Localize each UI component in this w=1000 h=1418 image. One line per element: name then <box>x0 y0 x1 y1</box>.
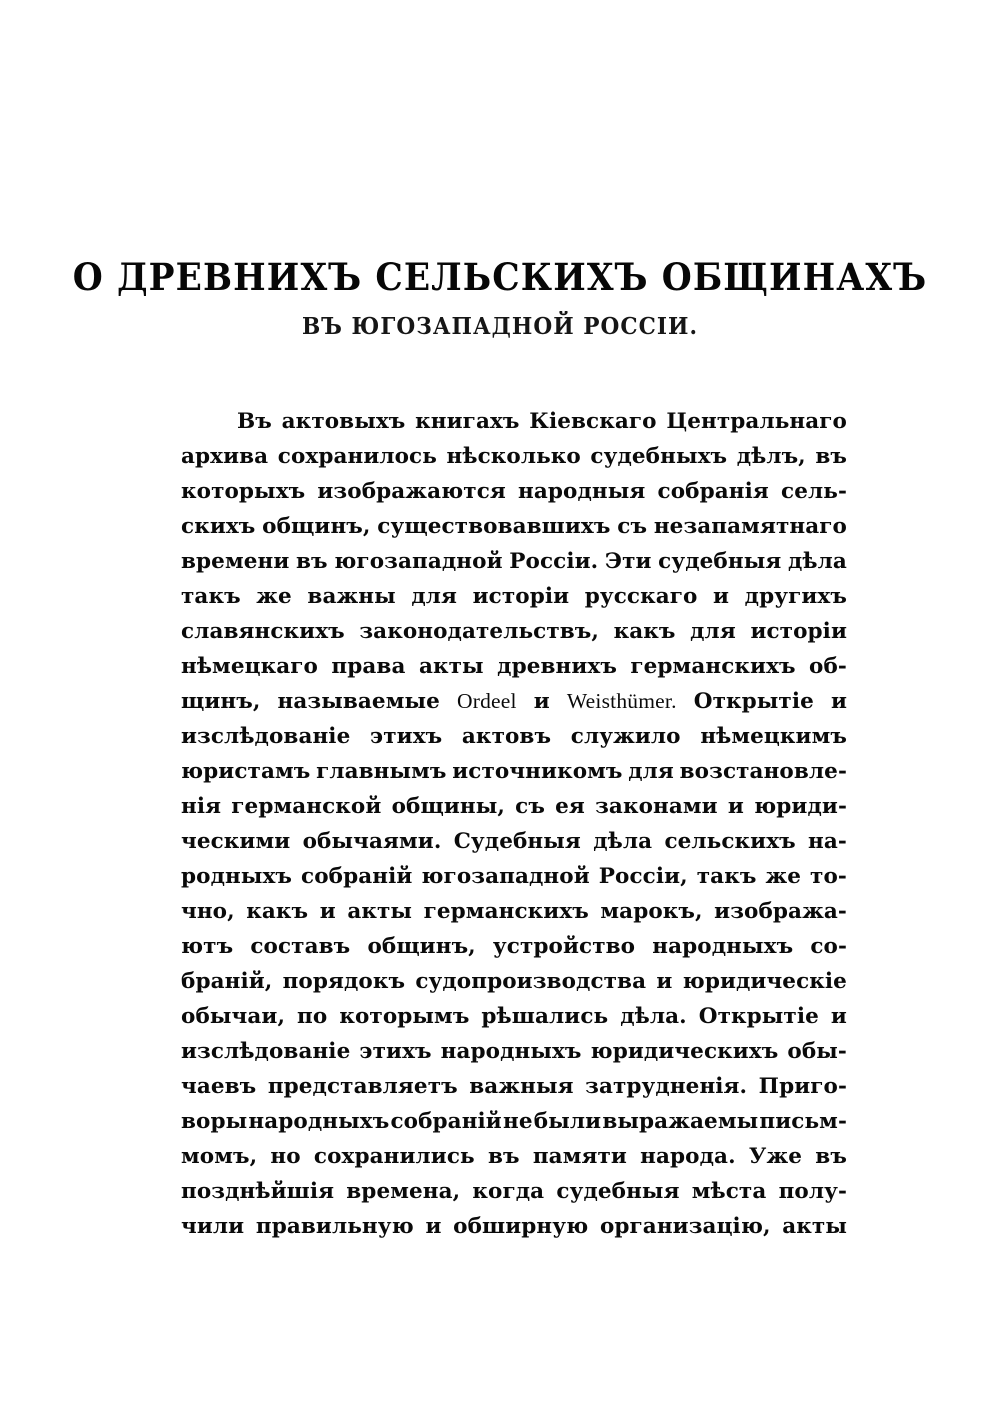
body-word: древнихъ <box>497 654 617 679</box>
body-word: дѣлъ, <box>736 444 806 469</box>
body-word: важныя <box>469 1074 574 1099</box>
body-word: и <box>425 1214 442 1239</box>
body-word: Приго- <box>758 1074 847 1099</box>
body-word: и <box>713 584 730 609</box>
body-word: сохранились <box>313 1144 475 1169</box>
body-word: общинъ, <box>262 514 371 539</box>
body-line <box>181 684 847 719</box>
body-word: дѣла. <box>620 1004 687 1029</box>
body-word: представляетъ <box>267 1074 458 1099</box>
body-word: такъ <box>181 584 241 609</box>
body-word: письм- <box>759 1109 847 1134</box>
body-word: германскихъ <box>423 899 589 924</box>
body-word: этихъ <box>370 724 443 749</box>
body-word: служило <box>570 724 681 749</box>
body-word: акты <box>782 1214 847 1239</box>
body-word: времена, <box>346 1179 461 1204</box>
body-word: источникомъ <box>452 759 623 784</box>
body-word: этихъ <box>359 1039 432 1064</box>
body-word: составъ <box>250 934 351 959</box>
body-word: же <box>256 584 292 609</box>
body-word: русскаго <box>584 584 698 609</box>
body-word: организацію, <box>599 1214 771 1239</box>
body-word: какъ <box>613 619 676 644</box>
body-word: дѣла <box>593 829 653 854</box>
body-line <box>181 509 847 544</box>
body-word: въ <box>815 444 847 469</box>
body-word: Открытіе <box>698 1004 819 1029</box>
body-word: то- <box>810 864 847 889</box>
body-word: книгахъ <box>415 409 520 434</box>
title-block <box>0 255 1000 340</box>
body-word: полу- <box>778 1179 847 1204</box>
body-word: славянскихъ <box>181 619 345 644</box>
body-word: въ <box>487 1144 520 1169</box>
body-line <box>181 1174 847 1209</box>
body-word: марокъ, <box>600 899 703 924</box>
body-word: сохранилось <box>277 444 437 469</box>
body-word: были <box>533 1109 602 1134</box>
body-word: Ordeel <box>457 689 517 713</box>
body-word: и <box>830 689 847 714</box>
body-line <box>181 929 847 964</box>
body-word: изслѣдованіе <box>181 724 351 749</box>
body-word: незапамятнаго <box>653 514 847 539</box>
body-word: Кіевскаго <box>529 409 657 434</box>
body-word: главнымъ <box>316 759 447 784</box>
body-word: для <box>411 584 458 609</box>
body-word: позднѣйшія <box>181 1179 335 1204</box>
body-word: выражаемы <box>602 1109 759 1134</box>
body-word: съ <box>617 514 648 539</box>
body-word: законодательствъ, <box>359 619 599 644</box>
body-word: нѣсколько <box>446 444 581 469</box>
body-word: называемые <box>277 689 440 714</box>
body-word: исторіи <box>750 619 847 644</box>
body-word: чно, <box>181 899 235 924</box>
body-word: ютъ <box>181 934 234 959</box>
body-word: Центральнаго <box>666 409 847 434</box>
body-word: обычаями. <box>302 829 442 854</box>
body-line <box>181 719 847 754</box>
body-word: чаевъ <box>181 1074 257 1099</box>
body-word: обширную <box>453 1214 589 1239</box>
body-word: народныя <box>518 479 646 504</box>
body-line <box>181 649 847 684</box>
body-word: которымъ <box>339 1004 470 1029</box>
body-word: народа. <box>640 1144 736 1169</box>
page-subtitle: ВЪ ЮГОЗАПАДНОЙ РОССІИ. <box>301 312 699 340</box>
body-word: родныхъ <box>181 864 293 889</box>
body-line <box>181 579 847 614</box>
body-word: съ <box>515 794 545 819</box>
body-word: Россіи. <box>509 549 599 574</box>
body-line <box>181 789 847 824</box>
body-word: собраній <box>390 1109 502 1134</box>
body-word: югозападной <box>421 864 590 889</box>
body-word: другихъ <box>744 584 847 609</box>
page-title: О ДРЕВНИХЪ СЕЛЬСКИХЪ ОБЩИНАХЪ <box>72 255 928 299</box>
body-word: акты <box>347 899 413 924</box>
body-word: народныхъ <box>652 934 794 959</box>
body-word: времени <box>181 549 290 574</box>
body-word: актовъ <box>461 724 552 749</box>
body-word: изображаются <box>317 479 506 504</box>
body-word: устройство <box>492 934 636 959</box>
body-word: скихъ <box>181 514 256 539</box>
body-word: нѣмецкимъ <box>700 724 847 749</box>
body-word: правильную <box>255 1214 414 1239</box>
body-word: рѣшались <box>481 1004 609 1029</box>
body-word: важны <box>307 584 396 609</box>
body-word: чили <box>181 1214 245 1239</box>
body-word: Weisthümer. <box>566 689 677 713</box>
body-word: Въ <box>237 409 272 434</box>
body-word: архива <box>181 444 269 469</box>
body-word: момъ, <box>181 1144 258 1169</box>
body-word: которыхъ <box>181 479 306 504</box>
body-word: судебныхъ <box>590 444 728 469</box>
body-line <box>181 999 847 1034</box>
body-word: юриди- <box>754 794 847 819</box>
body-line <box>181 1139 847 1174</box>
body-line <box>181 404 847 439</box>
body-line <box>181 1104 847 1139</box>
body-word: изслѣдованіе <box>181 1039 351 1064</box>
body-word: юридическіе <box>682 969 847 994</box>
body-word: дѣла <box>787 549 847 574</box>
body-word: народныхъ <box>248 1109 390 1134</box>
body-word: памяти <box>532 1144 627 1169</box>
body-word: сельскихъ <box>664 829 796 854</box>
body-line <box>181 824 847 859</box>
body-line <box>181 859 847 894</box>
body-word: порядокъ <box>282 969 406 994</box>
body-word: права <box>331 654 406 679</box>
body-word: ческими <box>181 829 291 854</box>
body-word: об- <box>809 654 847 679</box>
body-word: щинъ, <box>181 689 261 714</box>
body-word: югозападной <box>334 549 503 574</box>
body-word: актовыхъ <box>281 409 406 434</box>
body-word: Россіи, <box>598 864 688 889</box>
body-line <box>181 964 847 999</box>
body-word: общины, <box>391 794 505 819</box>
body-word: юридическихъ <box>590 1039 779 1064</box>
body-line <box>181 754 847 789</box>
body-word: нія <box>181 794 222 819</box>
body-line <box>181 1209 847 1244</box>
body-word: не <box>503 1109 533 1134</box>
body-word: исторіи <box>472 584 570 609</box>
body-word: нѣмецкаго <box>181 654 318 679</box>
body-word: германскихъ <box>630 654 796 679</box>
body-word: такъ <box>696 864 757 889</box>
body-word: и <box>656 969 673 994</box>
body-word: Эти <box>604 549 652 574</box>
body-word: существовавшихъ <box>377 514 611 539</box>
body-word: для <box>690 619 736 644</box>
body-word: собраній <box>301 864 413 889</box>
body-word: судопроизводства <box>415 969 647 994</box>
body-word: акты <box>418 654 484 679</box>
body-word: собранія <box>657 479 769 504</box>
body-word: воры <box>181 1109 248 1134</box>
body-word: въ <box>815 1144 847 1169</box>
body-word: въ <box>296 549 328 574</box>
body-word: со- <box>810 934 847 959</box>
body-line <box>181 544 847 579</box>
body-word: на- <box>808 829 847 854</box>
body-word: общинъ, <box>367 934 476 959</box>
body-line <box>181 614 847 649</box>
body-line <box>181 1069 847 1104</box>
body-word: но <box>270 1144 301 1169</box>
body-line <box>181 474 847 509</box>
body-word: и <box>830 1004 847 1029</box>
body-word: обы- <box>787 1039 847 1064</box>
body-word: какъ <box>246 899 309 924</box>
body-line <box>181 894 847 929</box>
body-word: сель- <box>781 479 847 504</box>
body-word: затрудненія. <box>585 1074 748 1099</box>
body-word: обычаи, <box>181 1004 286 1029</box>
body-word: Уже <box>748 1144 803 1169</box>
body-word: законами <box>595 794 718 819</box>
body-line <box>181 1034 847 1069</box>
body-line <box>181 439 847 474</box>
body-word: судебныя <box>556 1179 680 1204</box>
body-word: и <box>319 899 336 924</box>
body-word: изобража- <box>714 899 847 924</box>
body-word: Судебныя <box>453 829 581 854</box>
body-word: германской <box>231 794 382 819</box>
body-word: и <box>727 794 744 819</box>
body-word: же <box>765 864 802 889</box>
body-word: браній, <box>181 969 273 994</box>
body-word: юристамъ <box>181 759 311 784</box>
body-word: ея <box>555 794 585 819</box>
body-word: и <box>533 689 550 714</box>
body-word: когда <box>472 1179 545 1204</box>
body-word: Открытіе <box>693 689 814 714</box>
body-paragraph <box>181 404 847 1244</box>
body-word: по <box>297 1004 328 1029</box>
body-word: для <box>628 759 674 784</box>
body-word: народныхъ <box>440 1039 582 1064</box>
body-word: возстановле- <box>679 759 847 784</box>
body-word: судебныя <box>658 549 782 574</box>
body-word: мѣста <box>691 1179 767 1204</box>
